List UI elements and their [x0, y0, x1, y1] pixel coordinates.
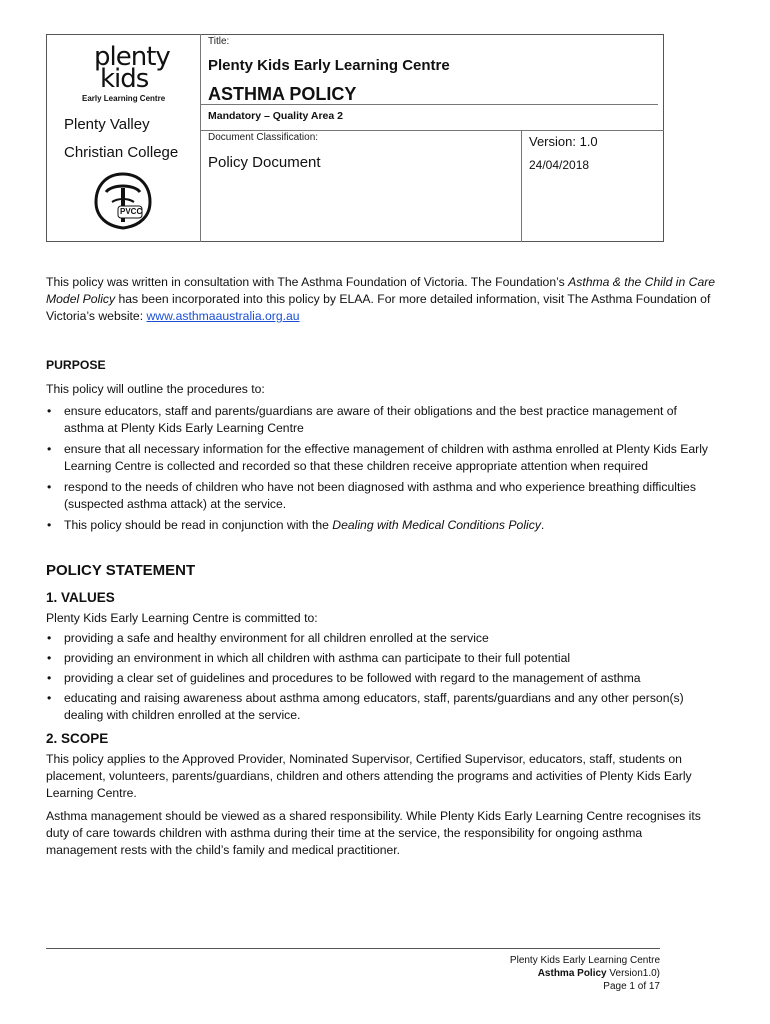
logo-word-kids: kids: [100, 64, 149, 94]
medical-conditions-policy-ref: Dealing with Medical Conditions Policy: [332, 518, 541, 532]
list-item: • ensure educators, staff and parents/guardians are aware of their obligations and the best practice management of asthma at Plenty Kids Early Learning Centre: [46, 403, 716, 437]
list-item-text-end: .: [540, 518, 545, 532]
pvcc-logo-text: PVCC: [120, 207, 143, 216]
list-item: • educating and raising awareness about asthma among educators, staff, parents/guardians and any other person(s) dealing with children enrolled at the service.: [46, 690, 716, 724]
values-lead: Plenty Kids Early Learning Centre is committed to:: [46, 611, 318, 625]
list-item: • providing a clear set of guidelines and procedures to be followed with regard to the management of asthma: [46, 670, 716, 687]
scope-paragraph-2: Asthma management should be viewed as a shared responsibility. While Plenty Kids Early Learning Centre recognises its duty of care towards children with asthma during their time at the service, the responsibility for ongoing asthma management rests with the child’s family and medical practitioner.: [46, 809, 701, 857]
classification-value: Policy Document: [208, 154, 321, 171]
centre-name: Plenty Kids Early Learning Centre: [208, 57, 450, 74]
values-list: [46, 630, 716, 724]
logo-tagline: Early Learning Centre: [82, 94, 166, 103]
intro-text-1: This policy was written in consultation with The Asthma Foundation of Victoria. The Foundation’s: [46, 275, 569, 289]
footer-version: Version1.0): [606, 968, 660, 979]
footer-page-number: Page 1 of 17: [603, 981, 660, 992]
list-item: • providing an environment in which all children with asthma can participate to their full potential: [46, 650, 716, 667]
values-heading: 1. VALUES: [46, 590, 115, 605]
asthma-australia-link[interactable]: www.asthmaaustralia.org.au: [146, 309, 300, 323]
intro-text-2: has been incorporated into this policy by ELAA. For more detailed information, visit The Asthma Foundation of Victoria’s website:: [46, 292, 711, 323]
list-item: • providing a safe and healthy environment for all children enrolled at the service: [46, 630, 716, 647]
pvcc-shield-logo: [92, 172, 154, 230]
header-divider-version: [521, 131, 522, 242]
plenty-kids-logo: [78, 44, 178, 108]
scope-heading: 2. SCOPE: [46, 731, 109, 746]
title-label: Title:: [208, 36, 230, 47]
footer-centre-name: Plenty Kids Early Learning Centre: [509, 955, 660, 966]
footer-rule: [46, 948, 660, 949]
list-item: • ensure that all necessary information for the effective management of children with asthma enrolled at Plenty Kids Early Learning Centre is collected and recorded so that these children receive appropriate attention when required: [46, 441, 716, 475]
mandatory-quality-area: Mandatory – Quality Area 2: [208, 110, 343, 122]
footer-policy-version: [510, 967, 660, 980]
intro-italic-title: Asthma & the Child in Care Model Policy: [46, 275, 716, 306]
list-item: [46, 517, 716, 534]
purpose-list: [46, 403, 716, 534]
footer-block: [510, 954, 660, 993]
college-name-line1: Plenty Valley: [64, 116, 150, 133]
logo-word-plenty: plenty: [94, 42, 170, 72]
list-item: • respond to the needs of children who have not been diagnosed with asthma and who experience breathing difficulties (suspected asthma attack) at the service.: [46, 479, 716, 513]
policy-title: ASTHMA POLICY: [208, 84, 357, 104]
version-value: Version: 1.0: [529, 134, 598, 149]
header-divider-vertical: [200, 34, 201, 242]
classification-label: Document Classification:: [208, 132, 319, 143]
list-item-text: This policy should be read in conjunction with the: [64, 518, 333, 532]
purpose-heading: PURPOSE: [46, 358, 106, 372]
header-divider-horizontal: [200, 130, 664, 131]
college-name-line2: Christian College: [64, 144, 179, 161]
policy-statement-heading: POLICY STATEMENT: [46, 562, 196, 579]
intro-paragraph: [46, 274, 716, 325]
pvcc-shield-icon: [92, 172, 154, 230]
footer-policy-name: Asthma Policy: [537, 968, 607, 979]
scope-paragraph-1: This policy applies to the Approved Provider, Nominated Supervisor, Certified Supervisor, educators, staff, students on placement, volunteers, parents/guardians, children and others attending the programs and activities of Plenty Kids Early Learning Centre.: [46, 752, 692, 800]
purpose-lead: This policy will outline the procedures to:: [46, 382, 265, 396]
date-value: 24/04/2018: [529, 158, 590, 172]
